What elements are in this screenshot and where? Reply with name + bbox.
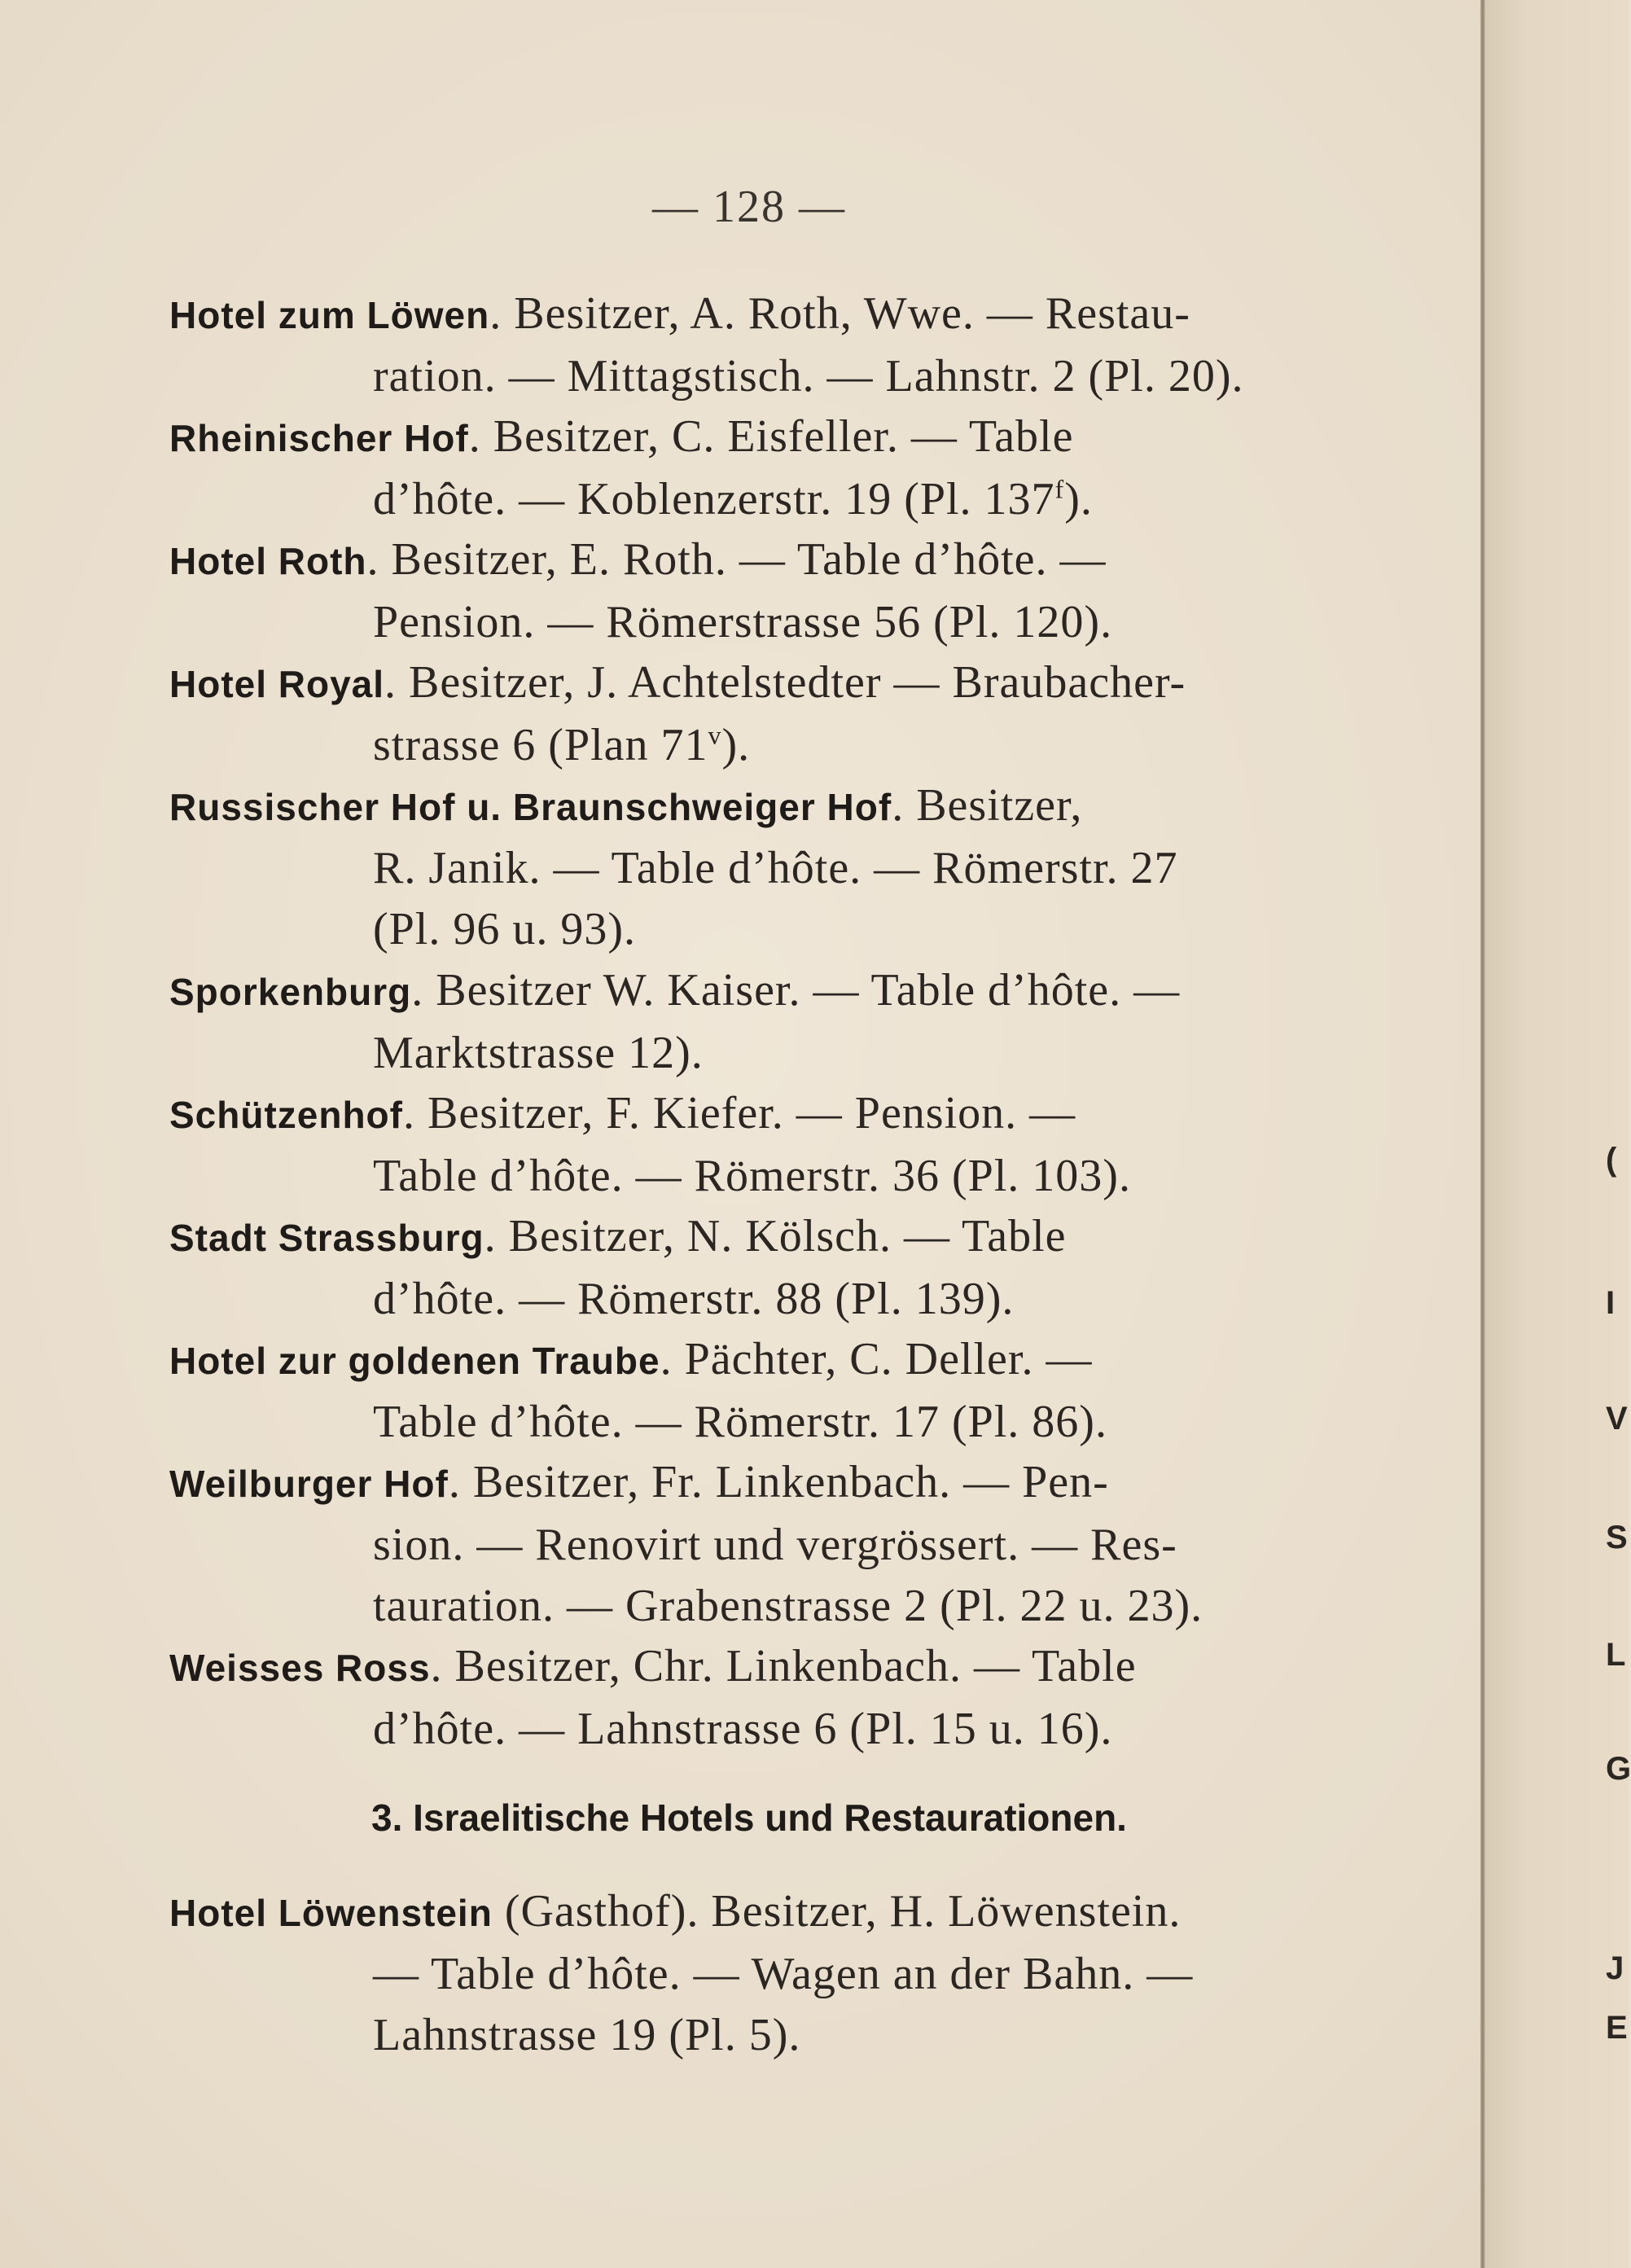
facing-page-letter: V bbox=[1606, 1401, 1628, 1437]
section-heading: 3. Israelitische Hotels und Restaurationen. bbox=[371, 1796, 1127, 1839]
entry-line-first: Weisses Ross. Besitzer, Chr. Linkenbach. — Table bbox=[169, 1641, 1137, 1691]
hotel-name: Schützenhof bbox=[169, 1093, 403, 1136]
hotel-entry bbox=[169, 652, 1334, 776]
hotel-name: Weisses Ross bbox=[169, 1647, 431, 1689]
entry-line-first: Hotel Royal. Besitzer, J. Achtelstedter — Braubacher- bbox=[169, 657, 1186, 708]
hotel-name: Rheinischer Hof bbox=[169, 417, 469, 459]
hotel-entry bbox=[169, 1881, 1334, 2066]
hotel-entry bbox=[169, 1636, 1334, 1760]
entry-line: — Table d’hôte. — Wagen an der Bahn. — bbox=[373, 1949, 1194, 1999]
entry-line-first: Sporkenburg. Besitzer W. Kaiser. — Table d’hôte. — bbox=[169, 964, 1181, 1016]
entry-line: sion. — Renovirt und vergrössert. — Res- bbox=[373, 1519, 1177, 1570]
entry-line-first: Hotel Roth. Besitzer, E. Roth. — Table d’hôte. — bbox=[169, 534, 1107, 585]
facing-page-letter: I bbox=[1606, 1285, 1616, 1321]
facing-page-letter: L bbox=[1606, 1637, 1626, 1673]
entry-line: R. Janik. — Table d’hôte. — Römerstr. 27 bbox=[373, 843, 1178, 893]
entry-line: Pension. — Römerstrasse 56 (Pl. 120). bbox=[373, 597, 1113, 647]
facing-page-letter: S bbox=[1606, 1520, 1628, 1555]
entry-line: Table d’hôte. — Römerstr. 17 (Pl. 86). bbox=[373, 1396, 1107, 1447]
entry-line: Marktstrasse 12). bbox=[373, 1027, 704, 1078]
entry-line-first: Rheinischer Hof. Besitzer, C. Eisfeller. — Table bbox=[169, 411, 1074, 462]
entry-line: d’hôte. — Römerstr. 88 (Pl. 139). bbox=[373, 1273, 1015, 1324]
hotel-name: Hotel zum Löwen bbox=[169, 294, 490, 336]
entry-line-first: Hotel zur goldenen Traube. Pächter, C. Deller. — bbox=[169, 1333, 1093, 1384]
entry-line-first: Stadt Strassburg. Besitzer, N. Kölsch. — Table bbox=[169, 1210, 1067, 1261]
hotel-entry bbox=[169, 406, 1334, 530]
hotel-entry bbox=[169, 775, 1334, 960]
hotel-name: Russischer Hof u. Braunschweiger Hof bbox=[169, 786, 892, 828]
entry-line: (Pl. 96 u. 93). bbox=[373, 904, 636, 954]
hotel-name: Weilburger Hof bbox=[169, 1462, 449, 1505]
hotel-entry bbox=[169, 1329, 1334, 1453]
hotel-entry bbox=[169, 529, 1334, 653]
hotel-name: Hotel zur goldenen Traube bbox=[169, 1339, 660, 1382]
facing-page-letter: ( bbox=[1606, 1142, 1617, 1178]
entry-line: d’hôte. — Lahnstrasse 6 (Pl. 15 u. 16). bbox=[373, 1704, 1113, 1754]
entry-line-first: Weilburger Hof. Besitzer, Fr. Linkenbach. — Pen- bbox=[169, 1456, 1109, 1507]
hotel-name: Hotel Roth bbox=[169, 540, 367, 582]
entry-line-first: Hotel zum Löwen. Besitzer, A. Roth, Wwe. — Restau- bbox=[169, 288, 1190, 339]
facing-page-edge bbox=[1485, 0, 1629, 2268]
hotel-name: Hotel Löwenstein bbox=[169, 1892, 493, 1934]
hotel-entry bbox=[169, 283, 1334, 407]
entry-line: ration. — Mittagstisch. — Lahnstr. 2 (Pl. 20). bbox=[373, 351, 1244, 401]
hotel-entry bbox=[169, 1206, 1334, 1330]
entry-line-first: Hotel Löwenstein (Gasthof). Besitzer, H. Löwenstein. bbox=[169, 1886, 1182, 1937]
facing-page-letter: E bbox=[1606, 2010, 1628, 2046]
entry-line: tauration. — Grabenstrasse 2 (Pl. 22 u. 23). bbox=[373, 1580, 1204, 1631]
entry-line-first: Russischer Hof u. Braunschweiger Hof. Besitzer, bbox=[169, 780, 1083, 831]
hotel-name: Stadt Strassburg bbox=[169, 1216, 484, 1259]
hotel-name: Sporkenburg bbox=[169, 970, 412, 1013]
entry-line-first: Schützenhof. Besitzer, F. Kiefer. — Pension. — bbox=[169, 1087, 1076, 1138]
hotel-entry bbox=[169, 1083, 1334, 1207]
hotel-entry bbox=[169, 960, 1334, 1084]
page-number: — 128 — bbox=[652, 182, 846, 232]
entry-line: strasse 6 (Plan 71$^v$). bbox=[373, 720, 751, 770]
facing-page-letter: J bbox=[1606, 1950, 1624, 1986]
facing-page-letter: G bbox=[1606, 1751, 1631, 1787]
entry-line: d’hôte. — Koblenzerstr. 19 (Pl. 137$^f$). bbox=[373, 474, 1093, 524]
hotel-name: Hotel Royal bbox=[169, 663, 385, 705]
hotel-entry bbox=[169, 1452, 1334, 1637]
entry-line: Table d’hôte. — Römerstr. 36 (Pl. 103). bbox=[373, 1150, 1131, 1201]
entry-line: Lahnstrasse 19 (Pl. 5). bbox=[373, 2010, 801, 2060]
